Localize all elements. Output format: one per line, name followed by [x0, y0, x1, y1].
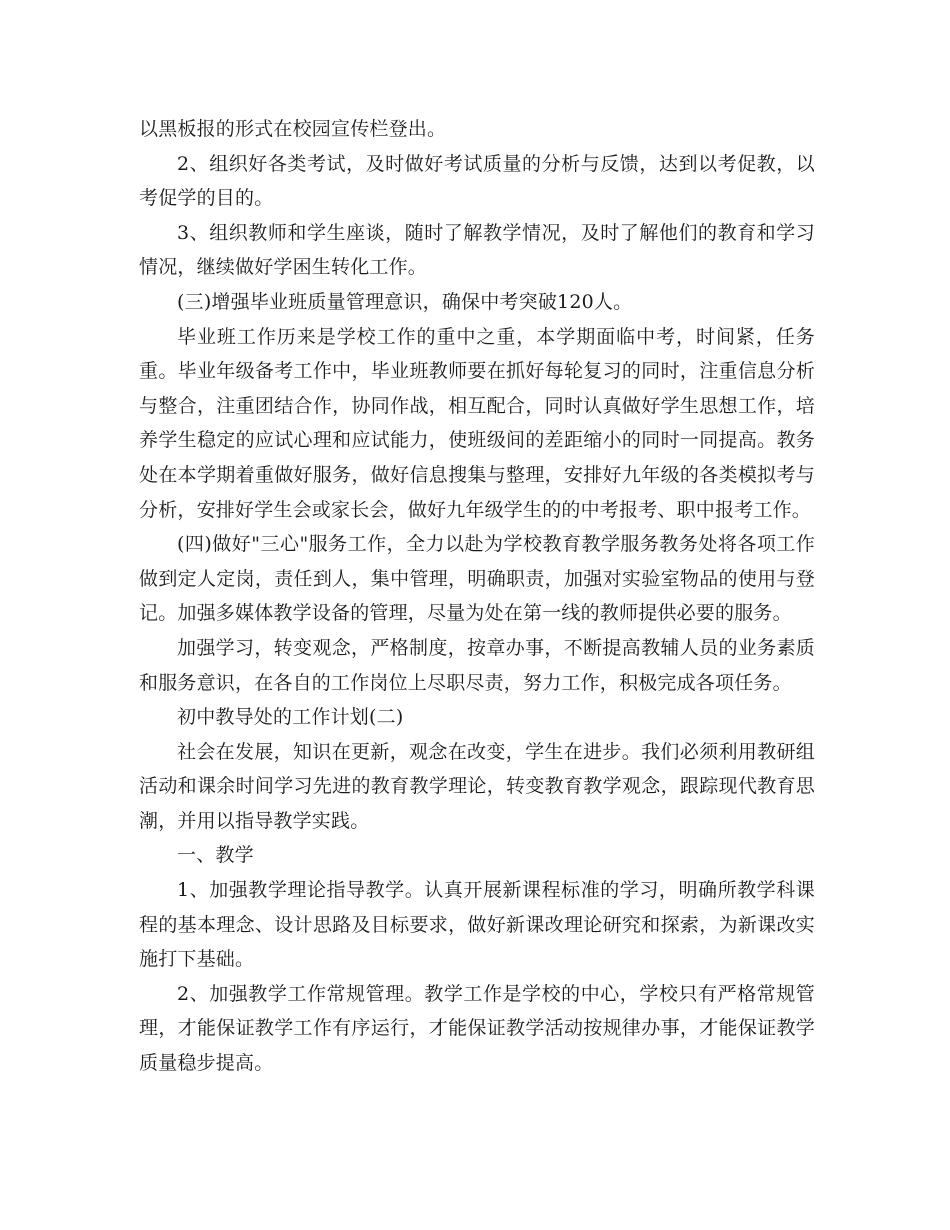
paragraph-teaching-theory: 1、加强教学理论指导教学。认真开展新课程标准的学习，明确所教学科课程的基本理念、设计思路及目标要求，做好新课改理论研究和探索，为新课改实施打下基础。 — [139, 879, 815, 971]
paragraph-strengthen-learning: 加强学习，转变观念，严格制度，按章办事，不断提高教辅人员的业务素质和服务意识，在各自的工作岗位上尽职尽责，努力工作，积极完成各项任务。 — [139, 636, 815, 694]
paragraph-three-hearts-service: (四)做好"三心"服务工作，全力以赴为学校教育教学服务教务处将各项工作做到定人定岗，责任到人，集中管理，明确职责，加强对实验室物品的使用与登记。加强多媒体教学设备的管理，尽量为处在第一线的教师提供必要的服务。 — [139, 533, 815, 625]
document-body — [139, 112, 815, 1081]
heading-graduating-class-quality: (三)增强毕业班质量管理意识，确保中考突破120人。 — [177, 290, 633, 313]
paragraph-graduating-class-work: 毕业班工作历来是学校工作的重中之重，本学期面临中考，时间紧，任务重。毕业年级备考工作中，毕业班教师要在抓好每轮复习的同时，注重信息分析与整合，注重团结合作，协同作战，相互配合，同时认真做好学生思想工作，培养学生稳定的应试心理和应试能力，使班级间的差距缩小的同时一同提高。教务处在本学期着重做好服务，做好信息搜集与整理，安排好九年级的各类模拟考与分析，安排好学生会或家长会，做好九年级学生的的中考报考、职中报考工作。 — [139, 325, 815, 521]
paragraph-teacher-student-forum: 3、组织教师和学生座谈，随时了解教学情况，及时了解他们的教育和学习情况，继续做好学困生转化工作。 — [139, 221, 815, 279]
paragraph-continuation: 以黑板报的形式在校园宣传栏登出。 — [139, 118, 447, 140]
paragraph-society-development: 社会在发展，知识在更新，观念在改变，学生在进步。我们必须利用教研组活动和课余时间学习先进的教育教学理论，转变教育教学观念，跟踪现代教育思潮，并用以指导教学实践。 — [139, 740, 815, 832]
section-title-work-plan-two: 初中教导处的工作计划(二) — [177, 706, 404, 729]
paragraph-teaching-routine: 2、加强教学工作常规管理。教学工作是学校的中心，学校只有严格常规管理，才能保证教学工作有序运行，才能保证教学活动按规律办事，才能保证教学质量稳步提高。 — [139, 982, 815, 1075]
paragraph-exam-organization: 2、组织好各类考试，及时做好考试质量的分析与反馈，达到以考促教，以考促学的目的。 — [139, 152, 815, 210]
heading-teaching: 一、教学 — [177, 844, 254, 867]
